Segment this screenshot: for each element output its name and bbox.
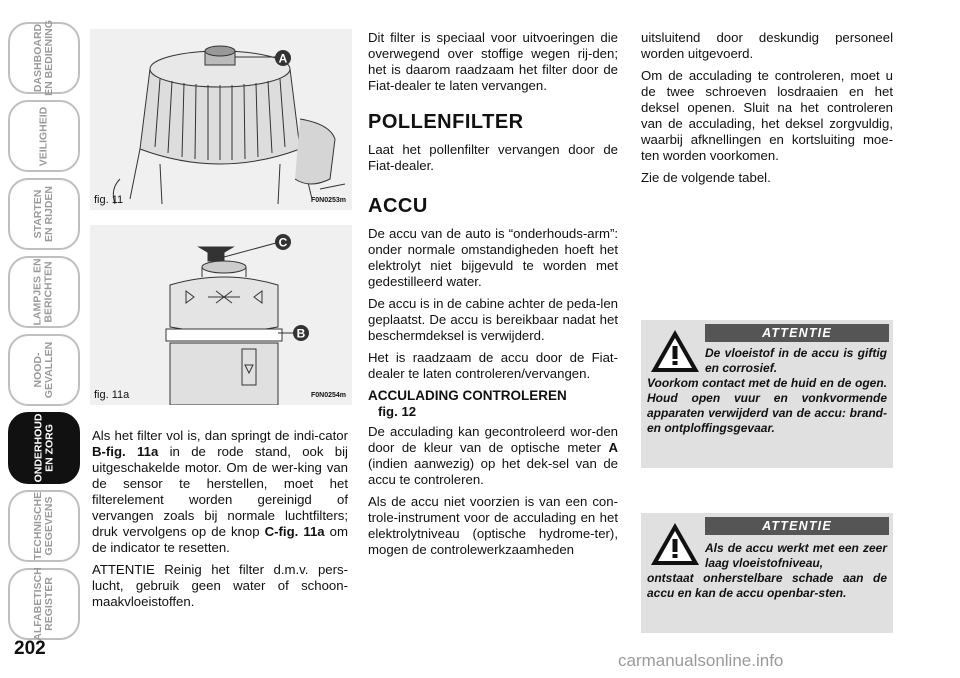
figure-11a (90, 225, 352, 405)
warning-text (647, 346, 887, 436)
warning-text-rest: Voorkom contact met de huid en de ogen. Houd open vuur en vonkvormende apparaten verwijderd van de accu: brand- en ontploffingsgevaar. (647, 376, 887, 435)
tab-label: ALFABETISCH REGISTER (32, 567, 55, 641)
intro-paragraph: Dit filter is speciaal voor uitvoeringen die overwegend over stoffige wegen rij-den; het is daarom raadzaam het filter door de Fiat-dealer te laten vervangen. (368, 30, 618, 93)
accu-heading: ACCU (368, 195, 428, 217)
charge-paragraph-2: Als de accu niet voorzien is van een con-trole-instrument voor de acculading en het elektrolytniveau (optische hydrome-ter), mogen de controlewerkzaamheden (368, 494, 618, 557)
pollenfilter-paragraph: Laat het pollenfilter vervangen door de Fiat-dealer. (368, 142, 618, 173)
warning-title: ATTENTIE (705, 324, 889, 342)
callout-c-label: C (278, 235, 288, 250)
text-run: in de rode stand, ook bij uitgeschakelde motor. Om de wer-king van de sensor te herstellen, moet het filterelement worden gereinigd of vervangen zoals bij normale luchtfilters; druk vervolgens op de knop (92, 444, 348, 539)
text-run: (indien aanwezig) op het dek-sel van de accu te controleren. (368, 456, 618, 487)
tab-register[interactable] (8, 568, 80, 640)
figure-reference: B-fig. 11a (92, 444, 159, 459)
text-run: De acculading kan gecontroleerd wor-den door de kleur van de optische meter (368, 424, 618, 455)
tab-label: TECHNISCHE GEGEVENS (32, 491, 56, 561)
warning-box-2 (641, 513, 893, 633)
middle-column (368, 30, 618, 564)
accu-paragraph-3: Het is raadzaam de accu door de Fiat-dealer te laten controleren/vervangen. (368, 350, 618, 381)
figure-code: F0N0254m (310, 392, 346, 399)
warning-text-indented: Als de accu werkt met een zeer laag vloeistofniveau, (705, 541, 887, 570)
right-paragraph-2: Om de acculading te controleren, moet u de twee schroeven losdraaien en het deksel openen. Sluit na het controleren van de acculading, het deksel zorgvuldig, waarbij afknellingen en kortsluiting moe-ten worden voorkomen. (641, 68, 893, 163)
warning-text-indented: De vloeistof in de accu is giftig en corrosief. (705, 346, 887, 375)
accu-paragraph-2: De accu is in de cabine achter de peda-len geplaatst. De accu is bereikbaar nadat het beschermdeksel is verwijderd. (368, 296, 618, 343)
tab-noodgevallen[interactable] (8, 334, 80, 406)
charge-paragraph-1 (368, 424, 618, 488)
watermark: carmanualsonline.info (618, 651, 784, 670)
tab-label: LAMPJES EN BERICHTEN (31, 258, 55, 326)
tab-lampjes[interactable] (8, 256, 80, 328)
tab-onderhoud[interactable] (8, 412, 80, 484)
tab-label: ONDERHOUD EN ZORG (32, 413, 55, 483)
right-column (641, 30, 893, 192)
callout-b-label: B (296, 326, 306, 341)
tab-veiligheid[interactable] (8, 100, 80, 172)
tab-label: DASHBOARD EN BEDIENING (32, 20, 55, 96)
tab-label: STARTEN EN RIJDEN (31, 185, 55, 243)
tab-label: NOOD- GEVALLEN (32, 341, 55, 399)
left-column (92, 428, 348, 616)
filter-indicator-paragraph (92, 428, 348, 556)
warning-box-1 (641, 320, 893, 468)
warning-title: ATTENTIE (705, 517, 889, 535)
warning-text (647, 541, 887, 601)
tab-technische[interactable] (8, 490, 80, 562)
indicator-illustration (90, 225, 352, 405)
tab-starten[interactable] (8, 178, 80, 250)
meter-reference: A (608, 440, 618, 455)
acculading-heading: ACCULADING CONTROLEREN (368, 388, 567, 403)
attention-paragraph: ATTENTIE Reinig het filter d.m.v. pers-lucht, gebruik geen water of schoon-maakvloeistoffen. (92, 562, 348, 609)
text-run: om de indicator te resetten. (92, 524, 348, 555)
warning-text-rest: ontstaat onherstelbare schade aan de accu en kan de accu openbar-sten. (647, 571, 887, 600)
page-number: 202 (14, 638, 46, 659)
text-run: Als het filter vol is, dan springt de indi-cator (92, 428, 348, 443)
callout-a-label: A (278, 51, 288, 66)
pollenfilter-heading: POLLENFILTER (368, 111, 524, 133)
right-paragraph-3: Zie de volgende tabel. (641, 170, 771, 185)
tab-label: VEILIGHEID (37, 106, 50, 166)
figure-label: fig. 11 (94, 194, 124, 206)
accu-paragraph-1: De accu van de auto is “onderhouds-arm”: onder normale omstandigheden hoeft het elektrolyt niet bijgevuld te worden met gedestilleerd water. (368, 226, 618, 289)
right-paragraph-1: uitsluitend door deskundig personeel worden uitgevoerd. (641, 30, 893, 61)
figure-code: F0N0253m (310, 197, 346, 204)
figure-reference: fig. 12 (378, 404, 417, 419)
figure-reference: C-fig. 11a (264, 524, 325, 539)
air-filter-illustration (90, 29, 352, 210)
tab-dashboard[interactable] (8, 22, 80, 94)
figure-label: fig. 11a (94, 389, 130, 401)
figure-11 (90, 29, 352, 210)
